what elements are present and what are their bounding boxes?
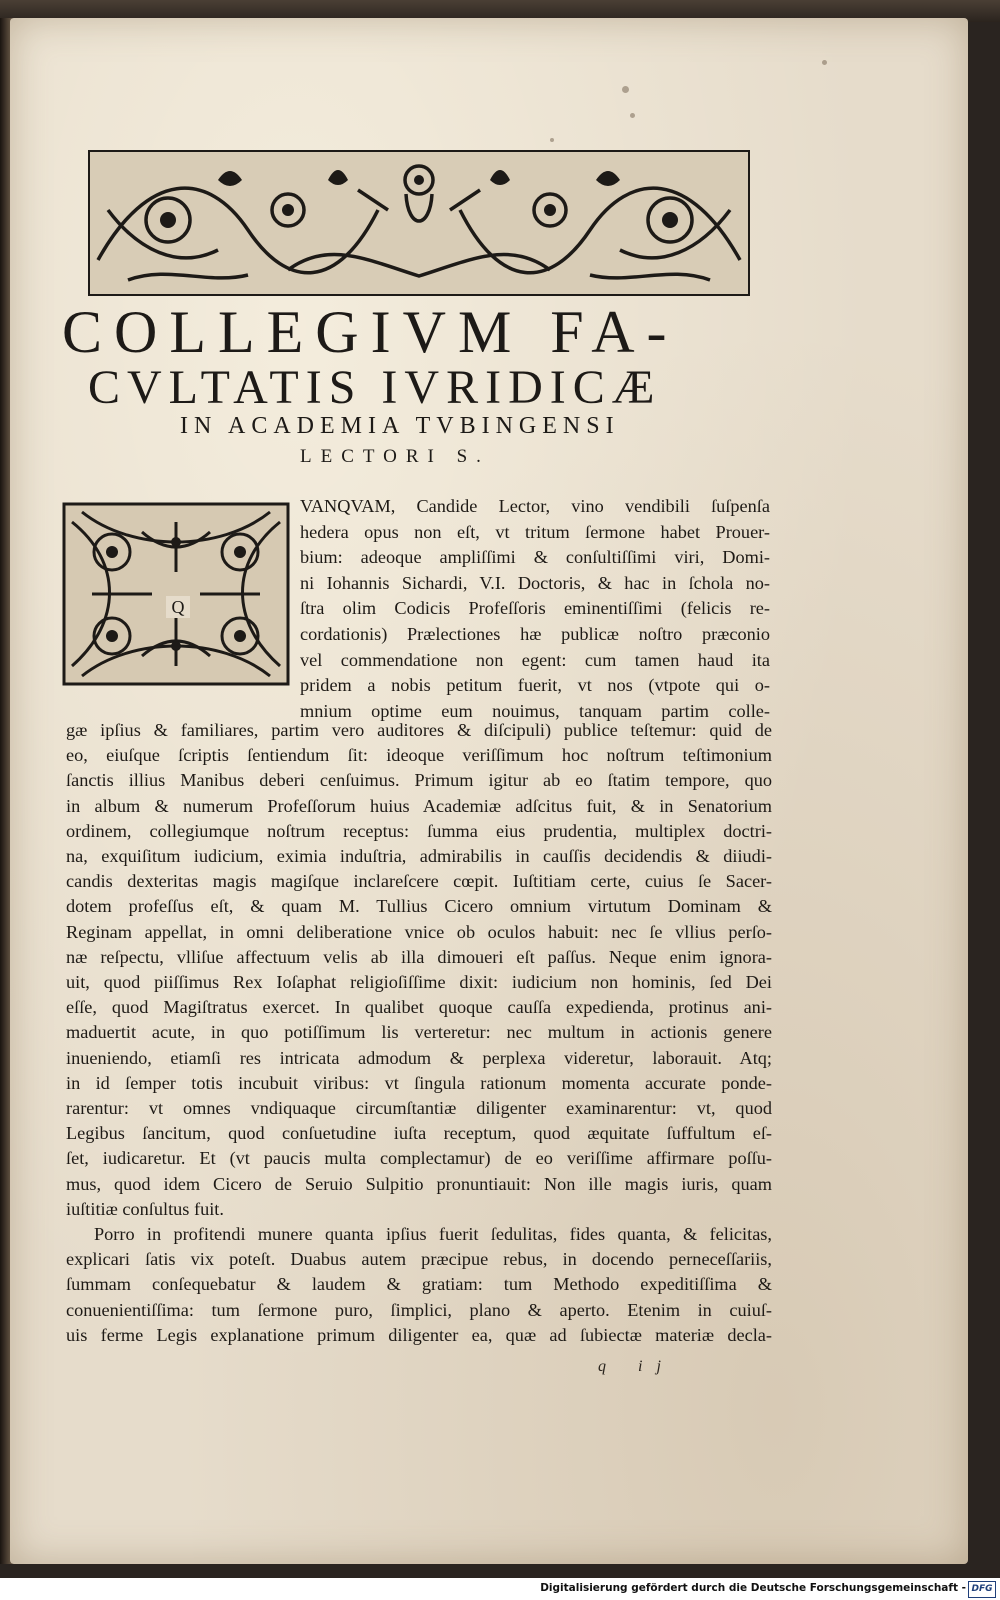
- text-line: candis dexteritas magis magiſque inclareſcere cœpit. Iuſtitiam certe, cuius ſe Sacer-: [66, 871, 772, 892]
- title-line-2: CVLTATIS IVRIDICÆ: [88, 361, 662, 414]
- text-line: næ reſpectu, vlliſue affectuum velis ab illa dimoueri eſt paſſus. Neque enim ignora-: [66, 946, 772, 967]
- text-line: explicari ſatis vix poteſt. Duabus autem præcipue rebus, in docendo perneceſſariis,: [66, 1249, 772, 1270]
- text-line: uit, quod piiſſimus Rex Ioſaphat religioſiſſime dixit: iudicium non hominis, ſed Dei: [66, 972, 772, 993]
- initial-letter: Q: [166, 596, 190, 618]
- text-line: hedera opus non eſt, vt tritum ſermone habet Prouer-: [300, 521, 770, 542]
- stain-spot: [622, 86, 629, 93]
- stain-spot: [822, 60, 827, 65]
- text-line: in id ſemper totis incubuit viribus: vt ſingula rationum momenta accurate ponde-: [66, 1072, 772, 1093]
- text-line: ſanctis illius Manibus deberi cenſuimus. Primum igitur ab eo ſtatim tempore, quo: [66, 770, 772, 791]
- dfg-logo[interactable]: DFG: [968, 1581, 996, 1598]
- text-line: ſet, iudicaretur. Et (vt paucis multa complectamur) de eo veriſſime affirmare poſſu-: [66, 1148, 772, 1169]
- title-line-4: LECTORI S.: [300, 446, 490, 467]
- ornamental-headpiece: [88, 150, 750, 296]
- text-line: conuenientiſſima: tum ſermone puro, ſimplici, plano & aperto. Etenim in cuiuſ-: [66, 1299, 772, 1320]
- text-line: iuſtitiæ conſultus fuit.: [66, 1198, 224, 1219]
- text-line: eſſe, quod Magiſtratus exercet. In qualibet quoque cauſſa expedienda, protinus ani-: [66, 997, 772, 1018]
- text-line: gæ ipſius & familiares, partim vero auditores & diſcipuli) publice teſtemur: quid de: [66, 720, 772, 740]
- text-line: uis ferme Legis explanatione primum diligenter ea, quæ ad ſubiectæ materiæ decla-: [66, 1324, 772, 1345]
- text-line: ni Iohannis Sichardi, V.I. Doctoris, & hac in ſchola no-: [300, 572, 770, 593]
- decorated-initial-block: [62, 502, 290, 686]
- text-line: vel commendatione non egent: cum tamen haud ita: [300, 649, 770, 670]
- text-line: maduertit acute, in quo potiſſimum lis verteretur: nec multum in actionis genere: [66, 1022, 772, 1043]
- text-line: mus, quod idem Cicero de Seruio Sulpitio pronuntiauit: Non ille magis iuris, quam: [66, 1173, 772, 1194]
- stain-spot: [630, 113, 635, 118]
- text-line: Legibus ſancitum, quod conſuetudine iuſta receptum, quod æquitate ſuffultum eſ-: [66, 1123, 772, 1144]
- text-line: in album & numerum Profeſſorum huius Academiæ adſcitus fuit, & in Senatorium: [66, 795, 772, 816]
- title-line-1: COLLEGIVM FA-: [62, 299, 679, 365]
- text-line: ſummam conſequebatur & laudem & gratiam: tum Methodo expeditiſſima &: [66, 1274, 772, 1295]
- text-line: VANQVAM, Candide Lector, vino vendibili ſuſpenſa: [300, 496, 770, 516]
- text-line: Porro in profitendi munere quanta ipſius fuerit ſedulitas, fides quanta, & felicitas,: [94, 1224, 772, 1245]
- text-line: na, exquiſitum iudicium, eximia induſtria, admirabilis in cauſſis decidendis & diiudi-: [66, 846, 772, 867]
- text-line: Reginam appellat, in omni deliberatione vnice ob oculos habuit: nec ſe vllius perſo-: [66, 921, 772, 942]
- text-line: mnium optime eum nouimus, tanquam partim colle-: [300, 700, 770, 721]
- text-line: ordinem, collegiumque noſtrum receptus: ſumma eius prudentia, multiplex doctri-: [66, 820, 772, 841]
- text-line: cordationis) Prælectiones hæ publicæ noſtro præconio: [300, 623, 770, 644]
- digitization-footer: [0, 1578, 1000, 1600]
- catchword-signature: q ij: [598, 1358, 675, 1375]
- stain-spot: [550, 138, 554, 142]
- text-line: dotem profeſſus eſt, & quam M. Tullius Cicero omnium virtutum Dominam &: [66, 896, 772, 917]
- text-line: ſtra olim Codicis Profeſſoris eminentiſſimi (felicis re-: [300, 598, 770, 619]
- body-text: [66, 718, 772, 1348]
- text-line: bium: adeoque ampliſſimi & conſultiſſimi viri, Domi-: [300, 547, 770, 568]
- text-line: pridem a nobis petitum fuerit, vt nos (vtpote qui o-: [300, 675, 770, 696]
- intro-paragraph: [300, 494, 770, 724]
- title-line-3: IN ACADEMIA TVBINGENSI: [180, 413, 620, 439]
- text-line: eo, eiuſque ſcriptis ſentiendum ſit: ideoque veriſſimum hoc noſtrum teſtimonium: [66, 745, 772, 766]
- footer-credit: Digitalisierung gefördert durch die Deutsche Forschungsgemeinschaft -: [540, 1582, 966, 1594]
- text-line: rarentur: vt omnes vndiquaque circumſtantiæ diligenter examinarentur: vt, quod: [66, 1098, 772, 1119]
- text-line: inueniendo, etiamſi res intricata admodum & perplexa videretur, laborauit. Atq;: [66, 1047, 772, 1068]
